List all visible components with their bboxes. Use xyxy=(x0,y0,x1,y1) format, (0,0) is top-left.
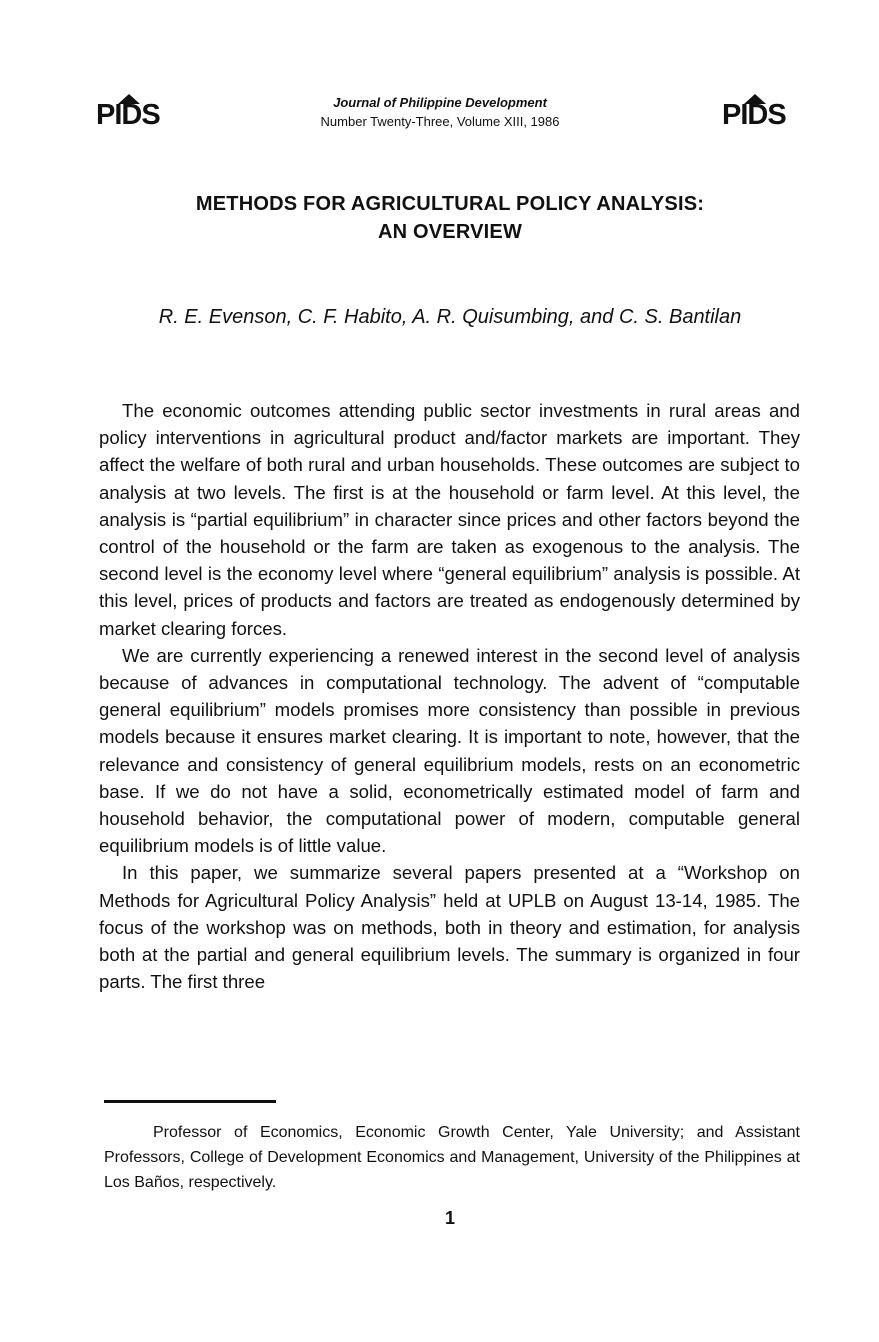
body-paragraph: We are currently experiencing a renewed interest in the second level of analysis because of advances in computational technology. The advent of “computable general equilibrium” models promises more consistency than possible in previous models because it ensures market clearing. It is important to note, however, that the relevance and consistency of general equilibrium models, rests on an econometric base. If we do not have a solid, econometrically estimated model of farm and household behavior, the computational power of modern, computable general equilibrium models is of little value. xyxy=(99,644,800,857)
body-paragraph: The economic outcomes attending public sector investments in rural areas and policy interventions in agricultural product and/factor markets are important. They affect the welfare of both rural and urban households. These outcomes are subject to analysis at two levels. The first is at the household or farm level. At this level, the analysis is “partial equilibrium” in character since prices and other factors beyond the control of the household or the farm are taken as exogenous to the analysis. The second level is the economy level where “general equilibrium” analysis is possible. At this level, prices of products and factors are treated as endogenously determined by market clearing forces. xyxy=(99,400,800,639)
body-paragraph: In this paper, we summarize several papers presented at a “Workshop on Methods for Agricultural Policy Analysis” held at UPLB on August 13-14, 1985. The focus of the workshop was on methods, both in theory and estimation, for analysis both at the partial and general equilibrium levels. The summary is organized in four parts. The first three xyxy=(99,862,800,993)
footnote xyxy=(104,1120,800,1195)
page-number: 1 xyxy=(444,1208,455,1228)
pids-logo-right xyxy=(722,94,792,134)
title-line-2: AN OVERVIEW xyxy=(377,221,523,243)
article-authors: R. E. Evenson, C. F. Habito, A. R. Quisumbing, and C. S. Bantilan xyxy=(158,306,742,328)
journal-issue: Number Twenty-Three, Volume XIII, 1986 xyxy=(320,114,560,129)
logo-text: PIDS xyxy=(722,99,786,131)
journal-header xyxy=(240,94,640,132)
footnote-text: Professor of Economics, Economic Growth Center, Yale University; and Assistant Professors, College of Development Economics and Management, University of the Philippines at Los Baños, respectively. xyxy=(104,1124,800,1191)
footnote-divider xyxy=(104,1100,276,1103)
logo-text: PIDS xyxy=(96,99,160,131)
title-line-1: METHODS FOR AGRICULTURAL POLICY ANALYSIS: xyxy=(195,193,705,215)
article-title xyxy=(100,190,800,246)
pids-logo-left xyxy=(96,94,166,134)
journal-name: Journal of Philippine Development xyxy=(333,95,547,110)
article-body xyxy=(99,397,800,995)
